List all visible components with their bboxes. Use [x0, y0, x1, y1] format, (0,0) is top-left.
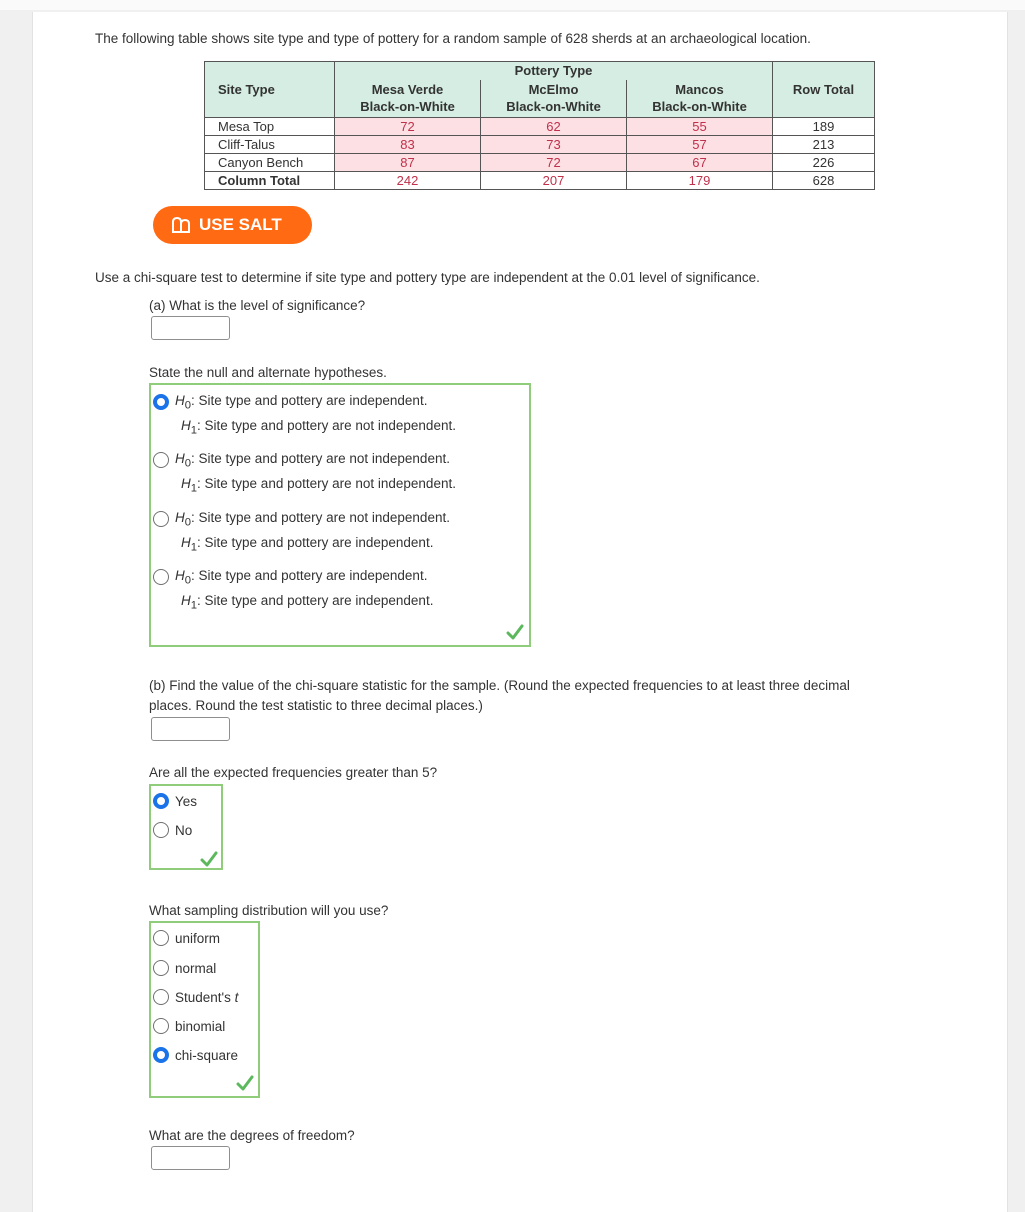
row-label: Column Total — [205, 172, 335, 190]
radio-button[interactable] — [153, 960, 169, 976]
radio-button-selected[interactable] — [153, 1047, 169, 1063]
radio-button[interactable] — [153, 452, 169, 468]
row-total-cell: 226 — [773, 154, 875, 172]
row-label: Mesa Top — [205, 118, 335, 136]
hypothesis-h1-text: $H_1$: Site type and pottery are not independent. — [181, 418, 456, 437]
top-bar — [0, 0, 1025, 10]
hypothesis-option-4[interactable]: $H_0$: Site type and pottery are independent. — [153, 568, 427, 587]
row-total-cell: 213 — [773, 136, 875, 154]
pottery-type-header: Pottery Type — [335, 62, 773, 80]
hypothesis-h1-text: $H_1$: Site type and pottery are independent. — [181, 535, 434, 554]
table-row — [205, 136, 875, 154]
table-cell: 207 — [481, 172, 627, 190]
distribution-option-students-t[interactable]: Student's t — [153, 989, 238, 1005]
radio-button[interactable] — [153, 1018, 169, 1034]
question-b-line1: (b) Find the value of the chi-square statistic for the sample. (Round the expected frequencies to at least three decimal — [149, 678, 850, 693]
use-salt-label: USE SALT — [199, 215, 282, 234]
radio-button[interactable] — [153, 822, 169, 838]
expected-frequencies-prompt: Are all the expected frequencies greater than 5? — [149, 765, 438, 780]
table-cell: 83 — [335, 136, 481, 154]
hypothesis-h1-text: $H_1$: Site type and pottery are independent. — [181, 593, 434, 612]
hypothesis-h1-text: $H_1$: Site type and pottery are not independent. — [181, 476, 456, 495]
table-cell: 55 — [627, 118, 773, 136]
column-header-mancos: Mancos Black-on-White — [627, 80, 773, 118]
salt-icon — [171, 216, 191, 234]
table-row-column-total — [205, 172, 875, 190]
degrees-of-freedom-input[interactable] — [151, 1146, 230, 1170]
radio-button[interactable] — [153, 511, 169, 527]
distribution-group — [149, 921, 260, 1098]
correct-check-icon — [200, 851, 218, 867]
hypothesis-option-3[interactable]: $H_0$: Site type and pottery are not independent. — [153, 510, 450, 529]
column-header-mesa-verde: Mesa Verde Black-on-White — [335, 80, 481, 118]
radio-button-selected[interactable] — [153, 394, 169, 410]
question-page — [32, 12, 1008, 1212]
table-cell: 62 — [481, 118, 627, 136]
distribution-prompt: What sampling distribution will you use? — [149, 903, 389, 918]
degrees-of-freedom-prompt: What are the degrees of freedom? — [149, 1128, 355, 1143]
chi-square-statistic-input[interactable] — [151, 717, 230, 741]
radio-button[interactable] — [153, 569, 169, 585]
correct-check-icon — [506, 624, 524, 640]
row-label: Canyon Bench — [205, 154, 335, 172]
distribution-option-chi-square[interactable]: chi-square — [153, 1047, 238, 1063]
table-cell: 242 — [335, 172, 481, 190]
hypotheses-prompt: State the null and alternate hypotheses. — [149, 365, 387, 380]
significance-input[interactable] — [151, 316, 230, 340]
table-cell: 57 — [627, 136, 773, 154]
table-cell: 179 — [627, 172, 773, 190]
radio-button[interactable] — [153, 989, 169, 1005]
distribution-option-binomial[interactable]: binomial — [153, 1018, 225, 1034]
use-salt-button[interactable] — [153, 206, 312, 244]
expected-option-yes[interactable]: Yes — [153, 793, 197, 809]
distribution-option-uniform[interactable]: uniform — [153, 930, 220, 946]
distribution-option-normal[interactable]: normal — [153, 960, 216, 976]
intro-text: The following table shows site type and type of pottery for a random sample of 628 sherds at an archaeological location. — [95, 31, 811, 46]
expected-option-no[interactable]: No — [153, 822, 192, 838]
question-b-line2: places. Round the test statistic to three decimal places.) — [149, 698, 483, 713]
table-cell: 87 — [335, 154, 481, 172]
hypothesis-option-2[interactable]: $H_0$: Site type and pottery are not independent. — [153, 451, 450, 470]
table-cell: 73 — [481, 136, 627, 154]
table-row — [205, 154, 875, 172]
row-label: Cliff-Talus — [205, 136, 335, 154]
radio-button[interactable] — [153, 930, 169, 946]
row-total-header: Row Total — [773, 62, 875, 118]
contingency-table — [204, 61, 875, 190]
table-row — [205, 118, 875, 136]
correct-check-icon — [236, 1075, 254, 1091]
column-header-mcelmo: McElmo Black-on-White — [481, 80, 627, 118]
grand-total-cell: 628 — [773, 172, 875, 190]
radio-button-selected[interactable] — [153, 793, 169, 809]
table-cell: 72 — [335, 118, 481, 136]
table-cell: 67 — [627, 154, 773, 172]
instruction-text: Use a chi-square test to determine if site type and pottery type are independent at the 0.01 level of significance. — [95, 270, 760, 285]
table-cell: 72 — [481, 154, 627, 172]
question-a: (a) What is the level of significance? — [149, 298, 366, 313]
row-total-cell: 189 — [773, 118, 875, 136]
hypothesis-option-1[interactable]: $H_0$: Site type and pottery are independent. — [153, 393, 427, 412]
site-type-header: Site Type — [205, 62, 335, 118]
